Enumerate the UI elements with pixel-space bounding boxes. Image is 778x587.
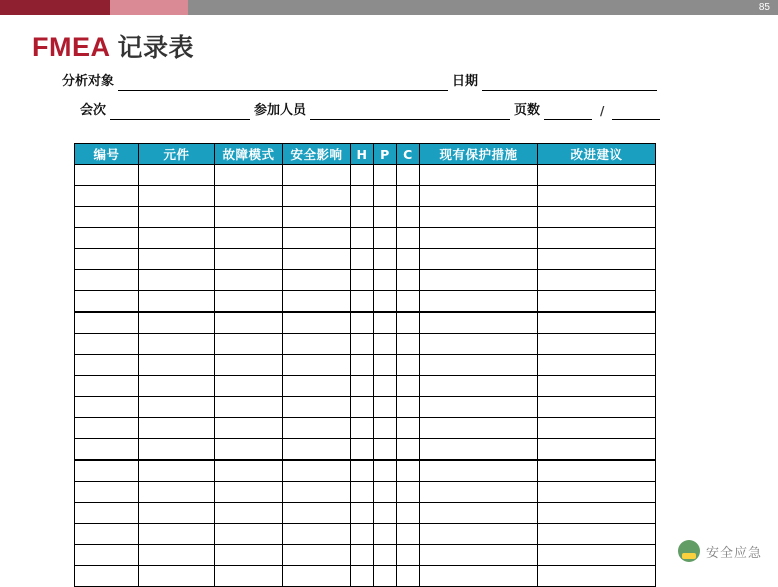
table-cell[interactable]: [351, 165, 374, 186]
table-cell[interactable]: [351, 545, 374, 566]
table-cell[interactable]: [351, 460, 374, 482]
table-cell[interactable]: [420, 270, 538, 291]
table-cell[interactable]: [215, 186, 283, 207]
form-row-analysis-target: [62, 70, 661, 91]
table-cell[interactable]: [420, 397, 538, 418]
table-cell[interactable]: [351, 207, 374, 228]
table-cell[interactable]: [374, 460, 397, 482]
table-cell[interactable]: [397, 482, 420, 503]
table-cell[interactable]: [215, 460, 283, 482]
table-cell[interactable]: [420, 355, 538, 376]
label-analysis-target: 分析对象: [62, 74, 115, 89]
table-cell[interactable]: [351, 270, 374, 291]
table-cell[interactable]: [420, 228, 538, 249]
table-cell[interactable]: [351, 186, 374, 207]
table-cell[interactable]: [351, 418, 374, 439]
table-cell[interactable]: [397, 165, 420, 186]
table-cell[interactable]: [139, 482, 215, 503]
top-banner: [0, 0, 778, 15]
table-cell[interactable]: [75, 249, 139, 270]
table-cell[interactable]: [283, 291, 351, 313]
table-cell[interactable]: [420, 482, 538, 503]
table-column-header: 故障模式: [215, 144, 283, 165]
table-cell[interactable]: [397, 334, 420, 355]
table-cell[interactable]: [215, 503, 283, 524]
table-column-header: 改进建议: [538, 144, 656, 165]
table-row: [75, 397, 656, 418]
table-cell[interactable]: [283, 207, 351, 228]
input-session[interactable]: [110, 105, 250, 120]
table-cell[interactable]: [75, 207, 139, 228]
table-row: [75, 524, 656, 545]
watermark-text: 安全应急: [705, 545, 762, 561]
table-row: [75, 545, 656, 566]
table-cell[interactable]: [75, 355, 139, 376]
table-cell[interactable]: [75, 270, 139, 291]
table-header-row: [75, 144, 656, 165]
table-cell[interactable]: [75, 312, 139, 334]
table-cell[interactable]: [283, 376, 351, 397]
table-cell[interactable]: [420, 334, 538, 355]
table-cell[interactable]: [139, 207, 215, 228]
table-cell[interactable]: [374, 270, 397, 291]
table-row: [75, 460, 656, 482]
table-cell[interactable]: [397, 186, 420, 207]
table-cell[interactable]: [351, 249, 374, 270]
table-cell[interactable]: [374, 228, 397, 249]
table-row: [75, 165, 656, 186]
table-cell[interactable]: [139, 334, 215, 355]
table-cell[interactable]: [215, 228, 283, 249]
table-cell[interactable]: [283, 312, 351, 334]
table-cell[interactable]: [75, 397, 139, 418]
table-cell[interactable]: [215, 270, 283, 291]
watermark: [678, 540, 762, 562]
table-cell[interactable]: [538, 291, 656, 313]
table-cell[interactable]: [215, 545, 283, 566]
table-cell[interactable]: [538, 355, 656, 376]
table-cell[interactable]: [215, 397, 283, 418]
table-cell[interactable]: [538, 186, 656, 207]
shield-icon: [678, 540, 700, 562]
table-cell[interactable]: [283, 503, 351, 524]
table-cell[interactable]: [215, 355, 283, 376]
table-cell[interactable]: [538, 503, 656, 524]
table-cell[interactable]: [538, 482, 656, 503]
table-cell[interactable]: [215, 376, 283, 397]
table-cell[interactable]: [215, 249, 283, 270]
table-column-header: 现有保护措施: [420, 144, 538, 165]
table-cell[interactable]: [139, 228, 215, 249]
table-cell[interactable]: [420, 291, 538, 313]
table-cell[interactable]: [538, 376, 656, 397]
table-row: [75, 334, 656, 355]
table-column-header: H: [351, 144, 374, 165]
table-cell[interactable]: [139, 249, 215, 270]
table-row: [75, 270, 656, 291]
table-cell[interactable]: [374, 503, 397, 524]
table-body: [75, 165, 656, 587]
table-cell[interactable]: [215, 439, 283, 461]
table-cell[interactable]: [139, 397, 215, 418]
table-cell[interactable]: [283, 355, 351, 376]
table-cell[interactable]: [420, 503, 538, 524]
table-cell[interactable]: [538, 566, 656, 587]
form-row-session: [80, 99, 664, 120]
table-column-header: 安全影响: [283, 144, 351, 165]
table-cell[interactable]: [351, 482, 374, 503]
table-cell[interactable]: [351, 397, 374, 418]
page-title: [32, 28, 194, 64]
table-cell[interactable]: [139, 291, 215, 313]
table-cell[interactable]: [374, 439, 397, 461]
table-column-header: P: [374, 144, 397, 165]
input-page-total[interactable]: [612, 105, 660, 120]
table-cell[interactable]: [351, 334, 374, 355]
page-title-chinese: 记录表: [117, 33, 195, 62]
table-cell[interactable]: [538, 270, 656, 291]
table-cell[interactable]: [374, 397, 397, 418]
table-cell[interactable]: [215, 207, 283, 228]
table-cell[interactable]: [351, 291, 374, 313]
table-cell[interactable]: [538, 397, 656, 418]
table-cell[interactable]: [283, 482, 351, 503]
table-cell[interactable]: [351, 376, 374, 397]
table-cell[interactable]: [139, 524, 215, 545]
table-cell[interactable]: [215, 482, 283, 503]
table-row: [75, 503, 656, 524]
table-cell[interactable]: [397, 418, 420, 439]
table-cell[interactable]: [374, 482, 397, 503]
table-cell[interactable]: [351, 524, 374, 545]
table-row: [75, 355, 656, 376]
table-cell[interactable]: [75, 418, 139, 439]
table-cell[interactable]: [351, 503, 374, 524]
table-cell[interactable]: [283, 270, 351, 291]
table-cell[interactable]: [283, 566, 351, 587]
table-cell[interactable]: [374, 334, 397, 355]
table-cell[interactable]: [397, 376, 420, 397]
label-date: 日期: [452, 74, 479, 89]
table-cell[interactable]: [397, 312, 420, 334]
table-cell[interactable]: [538, 524, 656, 545]
input-participants[interactable]: [310, 105, 510, 120]
table-row: [75, 228, 656, 249]
table-cell[interactable]: [139, 566, 215, 587]
table-cell[interactable]: [420, 545, 538, 566]
table-cell[interactable]: [215, 418, 283, 439]
table-cell[interactable]: [420, 207, 538, 228]
table-cell[interactable]: [538, 207, 656, 228]
table-cell[interactable]: [215, 312, 283, 334]
table-cell[interactable]: [139, 376, 215, 397]
table-column-header: C: [397, 144, 420, 165]
table-cell[interactable]: [215, 334, 283, 355]
table-cell[interactable]: [75, 503, 139, 524]
table-cell[interactable]: [420, 524, 538, 545]
table-row: [75, 249, 656, 270]
label-session: 会次: [80, 103, 107, 118]
table-cell[interactable]: [215, 291, 283, 313]
table-cell[interactable]: [397, 460, 420, 482]
table-cell[interactable]: [420, 249, 538, 270]
table-cell[interactable]: [283, 460, 351, 482]
table-cell[interactable]: [75, 566, 139, 587]
table-row: [75, 312, 656, 334]
table-cell[interactable]: [374, 249, 397, 270]
table-cell[interactable]: [374, 566, 397, 587]
table-cell[interactable]: [397, 228, 420, 249]
table-cell[interactable]: [397, 249, 420, 270]
table-cell[interactable]: [397, 291, 420, 313]
table-cell[interactable]: [139, 503, 215, 524]
table-cell[interactable]: [374, 207, 397, 228]
table-cell[interactable]: [283, 397, 351, 418]
table-cell[interactable]: [420, 460, 538, 482]
table-cell[interactable]: [420, 312, 538, 334]
table-cell[interactable]: [75, 186, 139, 207]
table-cell[interactable]: [538, 439, 656, 461]
table-cell[interactable]: [215, 524, 283, 545]
table-cell[interactable]: [283, 249, 351, 270]
table-cell[interactable]: [283, 418, 351, 439]
table-cell[interactable]: [283, 524, 351, 545]
table-column-header: 元件: [139, 144, 215, 165]
table-row: [75, 482, 656, 503]
table-cell[interactable]: [139, 439, 215, 461]
banner-red-block: [0, 0, 110, 15]
table-row: [75, 439, 656, 461]
table-cell[interactable]: [397, 397, 420, 418]
page-title-english: FMEA: [32, 32, 111, 62]
table-cell[interactable]: [538, 228, 656, 249]
table-cell[interactable]: [374, 165, 397, 186]
table-cell[interactable]: [139, 355, 215, 376]
table-cell[interactable]: [75, 524, 139, 545]
table-cell[interactable]: [351, 312, 374, 334]
table-cell[interactable]: [374, 186, 397, 207]
table-cell[interactable]: [538, 165, 656, 186]
table-cell[interactable]: [75, 460, 139, 482]
table-cell[interactable]: [139, 186, 215, 207]
table-cell[interactable]: [374, 545, 397, 566]
table-cell[interactable]: [397, 207, 420, 228]
table-cell[interactable]: [75, 482, 139, 503]
table-cell[interactable]: [75, 439, 139, 461]
table-cell[interactable]: [139, 165, 215, 186]
table-cell[interactable]: [139, 460, 215, 482]
label-participants: 参加人员: [254, 103, 307, 118]
table-row: [75, 291, 656, 313]
input-analysis-target[interactable]: [118, 76, 448, 91]
table-cell[interactable]: [397, 355, 420, 376]
table-cell[interactable]: [75, 545, 139, 566]
table-cell[interactable]: [139, 312, 215, 334]
table-cell[interactable]: [215, 566, 283, 587]
table-cell[interactable]: [397, 439, 420, 461]
table-cell[interactable]: [283, 545, 351, 566]
table-cell[interactable]: [75, 165, 139, 186]
table-cell[interactable]: [283, 165, 351, 186]
table-cell[interactable]: [538, 249, 656, 270]
table-cell[interactable]: [75, 228, 139, 249]
table-cell[interactable]: [420, 165, 538, 186]
table-cell[interactable]: [374, 355, 397, 376]
table-cell[interactable]: [420, 418, 538, 439]
table-cell[interactable]: [397, 545, 420, 566]
label-pages: 页数: [514, 103, 541, 118]
page-separator: /: [600, 104, 605, 118]
table-cell[interactable]: [139, 418, 215, 439]
table-cell[interactable]: [538, 418, 656, 439]
table-cell[interactable]: [538, 545, 656, 566]
table-cell[interactable]: [420, 376, 538, 397]
table-row: [75, 207, 656, 228]
table-cell[interactable]: [75, 334, 139, 355]
table-cell[interactable]: [75, 291, 139, 313]
table-cell[interactable]: [420, 566, 538, 587]
table-cell[interactable]: [397, 503, 420, 524]
table-column-header: 编号: [75, 144, 139, 165]
table-cell[interactable]: [351, 355, 374, 376]
table-row: [75, 566, 656, 587]
input-date[interactable]: [482, 76, 657, 91]
table-cell[interactable]: [139, 545, 215, 566]
table-cell[interactable]: [397, 524, 420, 545]
table-cell[interactable]: [420, 186, 538, 207]
table-cell[interactable]: [420, 439, 538, 461]
input-page-current[interactable]: [544, 105, 592, 120]
table-cell[interactable]: [374, 291, 397, 313]
table-cell[interactable]: [374, 376, 397, 397]
table-cell[interactable]: [351, 439, 374, 461]
table-cell[interactable]: [283, 186, 351, 207]
table-cell[interactable]: [351, 566, 374, 587]
table-cell[interactable]: [283, 334, 351, 355]
table-cell[interactable]: [283, 439, 351, 461]
table-cell[interactable]: [397, 566, 420, 587]
fmea-table: [74, 143, 656, 587]
table-cell[interactable]: [215, 165, 283, 186]
table-cell[interactable]: [374, 524, 397, 545]
table-cell[interactable]: [538, 312, 656, 334]
table-row: [75, 418, 656, 439]
table-cell[interactable]: [351, 228, 374, 249]
table-cell[interactable]: [374, 418, 397, 439]
page-number: 85: [758, 2, 770, 13]
table-cell[interactable]: [538, 334, 656, 355]
table-row: [75, 186, 656, 207]
table-cell[interactable]: [397, 270, 420, 291]
table-cell[interactable]: [374, 312, 397, 334]
table-cell[interactable]: [283, 228, 351, 249]
fmea-table-container: [74, 143, 655, 587]
table-cell[interactable]: [75, 376, 139, 397]
table-cell[interactable]: [139, 270, 215, 291]
banner-pink-block: [110, 0, 188, 15]
table-row: [75, 376, 656, 397]
table-cell[interactable]: [538, 460, 656, 482]
